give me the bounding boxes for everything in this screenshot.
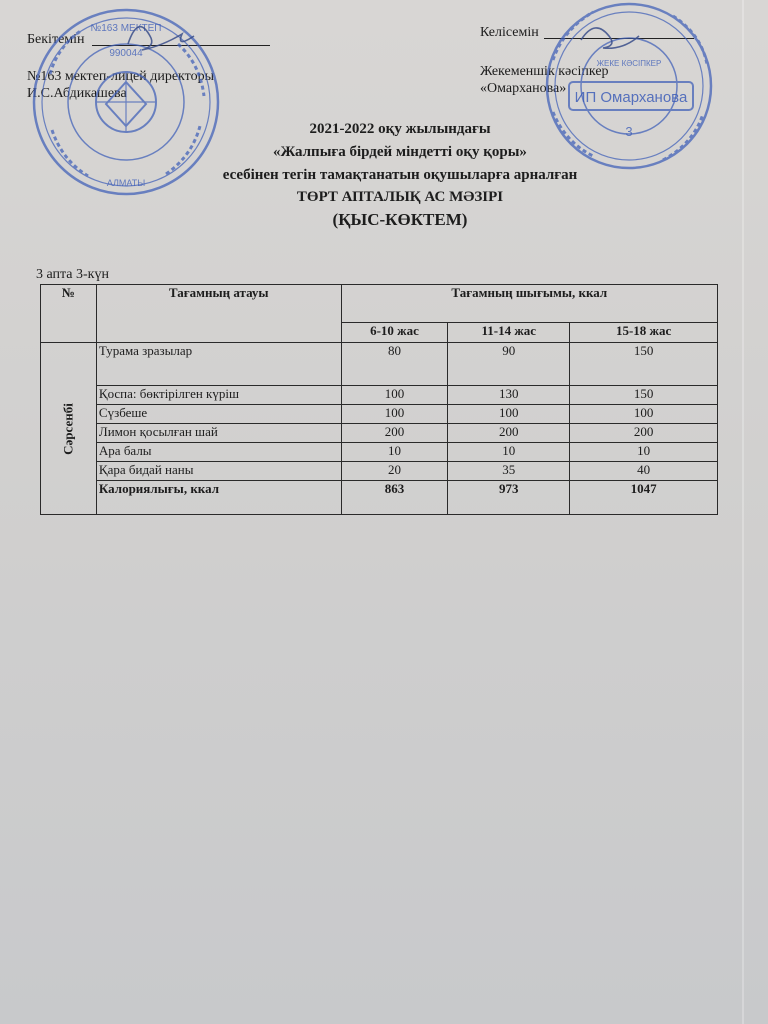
- value-cell: 90: [448, 343, 570, 386]
- value-cell: 200: [570, 424, 718, 443]
- day-cell: [41, 343, 97, 515]
- value-cell: 100: [570, 405, 718, 424]
- value-cell: 35: [448, 462, 570, 481]
- entrepreneur-position: Жекеменшік кәсіпкер: [480, 64, 609, 79]
- value-cell: 150: [570, 343, 718, 386]
- value-cell: 10: [448, 443, 570, 462]
- total-value: 1047: [570, 481, 718, 515]
- value-cell: 10: [341, 443, 448, 462]
- day-name: Сәрсенбі: [60, 402, 76, 455]
- right-signature-line: [544, 38, 694, 39]
- total-row: [41, 481, 718, 515]
- value-cell: 200: [341, 424, 448, 443]
- value-cell: 80: [341, 343, 448, 386]
- director-name: И.С.Абдикашева: [27, 86, 127, 101]
- table-row: [41, 462, 718, 481]
- seal-number: 990044: [109, 48, 143, 59]
- title-fund: «Жалпыға бірдей міндетті оқу қоры»: [273, 144, 527, 160]
- seal-city: АЛМАТЫ: [106, 178, 146, 188]
- value-cell: 130: [448, 386, 570, 405]
- seal-name: ИП Омарханова: [574, 89, 688, 106]
- paper-crease: [742, 0, 744, 1024]
- value-cell: 40: [570, 462, 718, 481]
- header-age-11-14: 11-14 жас: [448, 323, 570, 343]
- seal-number: 3: [625, 124, 633, 139]
- header-age-15-18: 15-18 жас: [570, 323, 718, 343]
- week-day-caption: 3 апта 3-күн: [36, 267, 109, 282]
- value-cell: 200: [448, 424, 570, 443]
- value-cell: 100: [341, 405, 448, 424]
- menu-table: [40, 284, 718, 515]
- title-year: 2021-2022 оқу жылындағы: [309, 121, 491, 137]
- total-value: 973: [448, 481, 570, 515]
- total-value: 863: [341, 481, 448, 515]
- value-cell: 10: [570, 443, 718, 462]
- table-row: [41, 405, 718, 424]
- director-position: №163 мектеп-лицей директоры: [27, 69, 214, 84]
- dish-name: Ара балы: [96, 443, 341, 462]
- header-yield: Тағамның шығымы, ккал: [341, 285, 717, 323]
- total-label: Калориялығы, ккал: [96, 481, 341, 515]
- table-row: [41, 443, 718, 462]
- header-number: №: [41, 285, 97, 343]
- title-season: (ҚЫС-КӨКТЕМ): [332, 210, 468, 229]
- header-dish-name: Тағамның атауы: [96, 285, 341, 343]
- value-cell: 150: [570, 386, 718, 405]
- agree-label: Келісемін: [480, 25, 539, 40]
- approve-label: Бекітемін: [27, 32, 85, 47]
- left-signature-line: [92, 45, 270, 46]
- entrepreneur-name: «Омарханова»: [480, 81, 567, 96]
- seal-text: ЖЕКЕ КӘСІПКЕР: [596, 59, 662, 68]
- dish-name: Қара бидай наны: [96, 462, 341, 481]
- value-cell: 100: [341, 386, 448, 405]
- table-row: [41, 424, 718, 443]
- table-row: [41, 343, 718, 386]
- dish-name: Лимон қосылған шай: [96, 424, 341, 443]
- seal-text: №163 МЕКТЕП: [90, 23, 162, 34]
- title-menu: ТӨРТ АПТАЛЫҚ АС МӘЗІРІ: [296, 189, 504, 205]
- value-cell: 20: [341, 462, 448, 481]
- dish-name: Турама зразылар: [96, 343, 341, 386]
- dish-name: Сүзбеше: [96, 405, 341, 424]
- value-cell: 100: [448, 405, 570, 424]
- table-row: [41, 386, 718, 405]
- title-subtitle: есебінен тегін тамақтанатын оқушыларға арналған: [222, 167, 578, 183]
- dish-name: Қоспа: бөктірілген күріш: [96, 386, 341, 405]
- header-age-6-10: 6-10 жас: [341, 323, 448, 343]
